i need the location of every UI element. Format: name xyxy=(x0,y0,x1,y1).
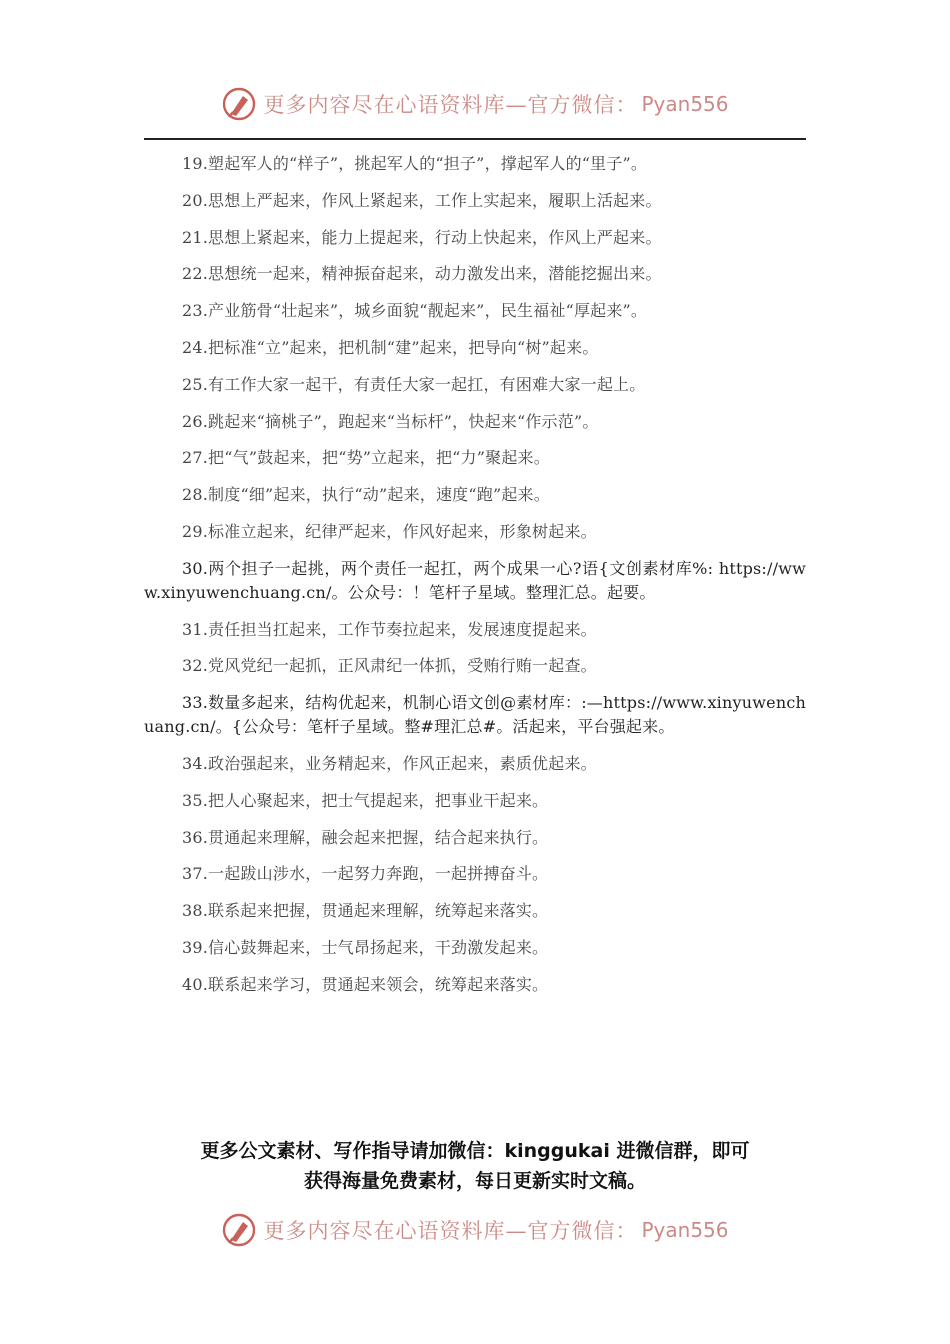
list-item: 31.责任担当扛起来，工作节奏拉起来，发展速度提起来。 xyxy=(182,619,597,639)
brand-text: 更多内容尽在心语资料库—官方微信： xyxy=(263,1219,638,1243)
page-footer xyxy=(0,1210,950,1250)
list-item: 28.制度“细”起来，执行“动”起来，速度“跑”起来。 xyxy=(182,485,550,505)
list-item: 24.把标准“立”起来，把机制“建”起来，把导向“树”起来。 xyxy=(182,337,599,357)
document-body xyxy=(144,152,806,1010)
list-item: 33.数量多起来，结构优起来，机制心语文创@素材库：:—https://www.xinyuwenchuang.cn/。{公众号：笔杆子星域。整#理汇总#。活起来，平台强起来。 xyxy=(144,693,806,737)
list-item: 25.有工作大家一起干，有责任大家一起扛，有困难大家一起上。 xyxy=(182,374,646,394)
promo-notice-line2: 获得海量免费素材，每日更新实时文稿。 xyxy=(303,1170,646,1192)
list-item: 32.党风党纪一起抓，正风肃纪一体抓，受贿行贿一起查。 xyxy=(182,656,597,676)
list-item: 38.联系起来把握，贯通起来理解，统筹起来落实。 xyxy=(182,901,549,921)
list-item: 36.贯通起来理解，融会起来把握，结合起来执行。 xyxy=(182,827,549,847)
brand-text: 更多内容尽在心语资料库—官方微信： xyxy=(263,93,638,117)
list-item: 34.政治强起来，业务精起来，作风正起来，素质优起来。 xyxy=(182,753,597,773)
brand-wechat-id: Pyan556 xyxy=(641,1218,729,1242)
promo-notice-line1: 更多公文素材、写作指导请加微信：kinggukai 进微信群，即可 xyxy=(200,1140,750,1162)
page-header xyxy=(0,84,950,124)
list-item: 35.把人心聚起来，把士气提起来，把事业干起来。 xyxy=(182,790,549,810)
list-item: 26.跳起来“摘桃子”，跑起来“当标杆”，快起来“作示范”。 xyxy=(182,411,599,431)
list-item: 23.产业筋骨“壮起来”，城乡面貌“靓起来”，民生福祉“厚起来”。 xyxy=(182,301,648,321)
list-item: 21.思想上紧起来，能力上提起来，行动上快起来，作风上严起来。 xyxy=(182,227,662,247)
list-item: 40.联系起来学习，贯通起来领会，统筹起来落实。 xyxy=(182,974,549,994)
header-divider xyxy=(144,138,806,140)
list-item: 20.思想上严起来，作风上紧起来，工作上实起来，履职上活起来。 xyxy=(182,190,662,210)
list-item: 30.两个担子一起挑，两个责任一起扛，两个成果一心?语{文创素材库%: https://www.xinyuwenchuang.cn/。公众号：！笔杆子星域。整理汇总。起要。 xyxy=(144,558,806,602)
list-item: 27.把“气”鼓起来，把“势”立起来，把“力”聚起来。 xyxy=(182,448,550,468)
list-item: 39.信心鼓舞起来，士气昂扬起来，干劲激发起来。 xyxy=(182,937,549,957)
brand-wechat-id: Pyan556 xyxy=(641,92,729,116)
promo-notice xyxy=(144,1136,806,1196)
list-item: 37.一起跋山涉水，一起努力奔跑，一起拼搏奋斗。 xyxy=(182,864,549,884)
list-item: 22.思想统一起来，精神振奋起来，动力激发出来，潜能挖掘出来。 xyxy=(182,264,662,284)
list-item: 29.标准立起来，纪律严起来，作风好起来，形象树起来。 xyxy=(182,521,597,541)
pen-nib-circle-icon xyxy=(221,1212,257,1248)
pen-nib-circle-icon xyxy=(221,86,257,122)
list-item: 19.塑起军人的“样子”，挑起军人的“担子”，撑起军人的“里子”。 xyxy=(182,154,648,173)
